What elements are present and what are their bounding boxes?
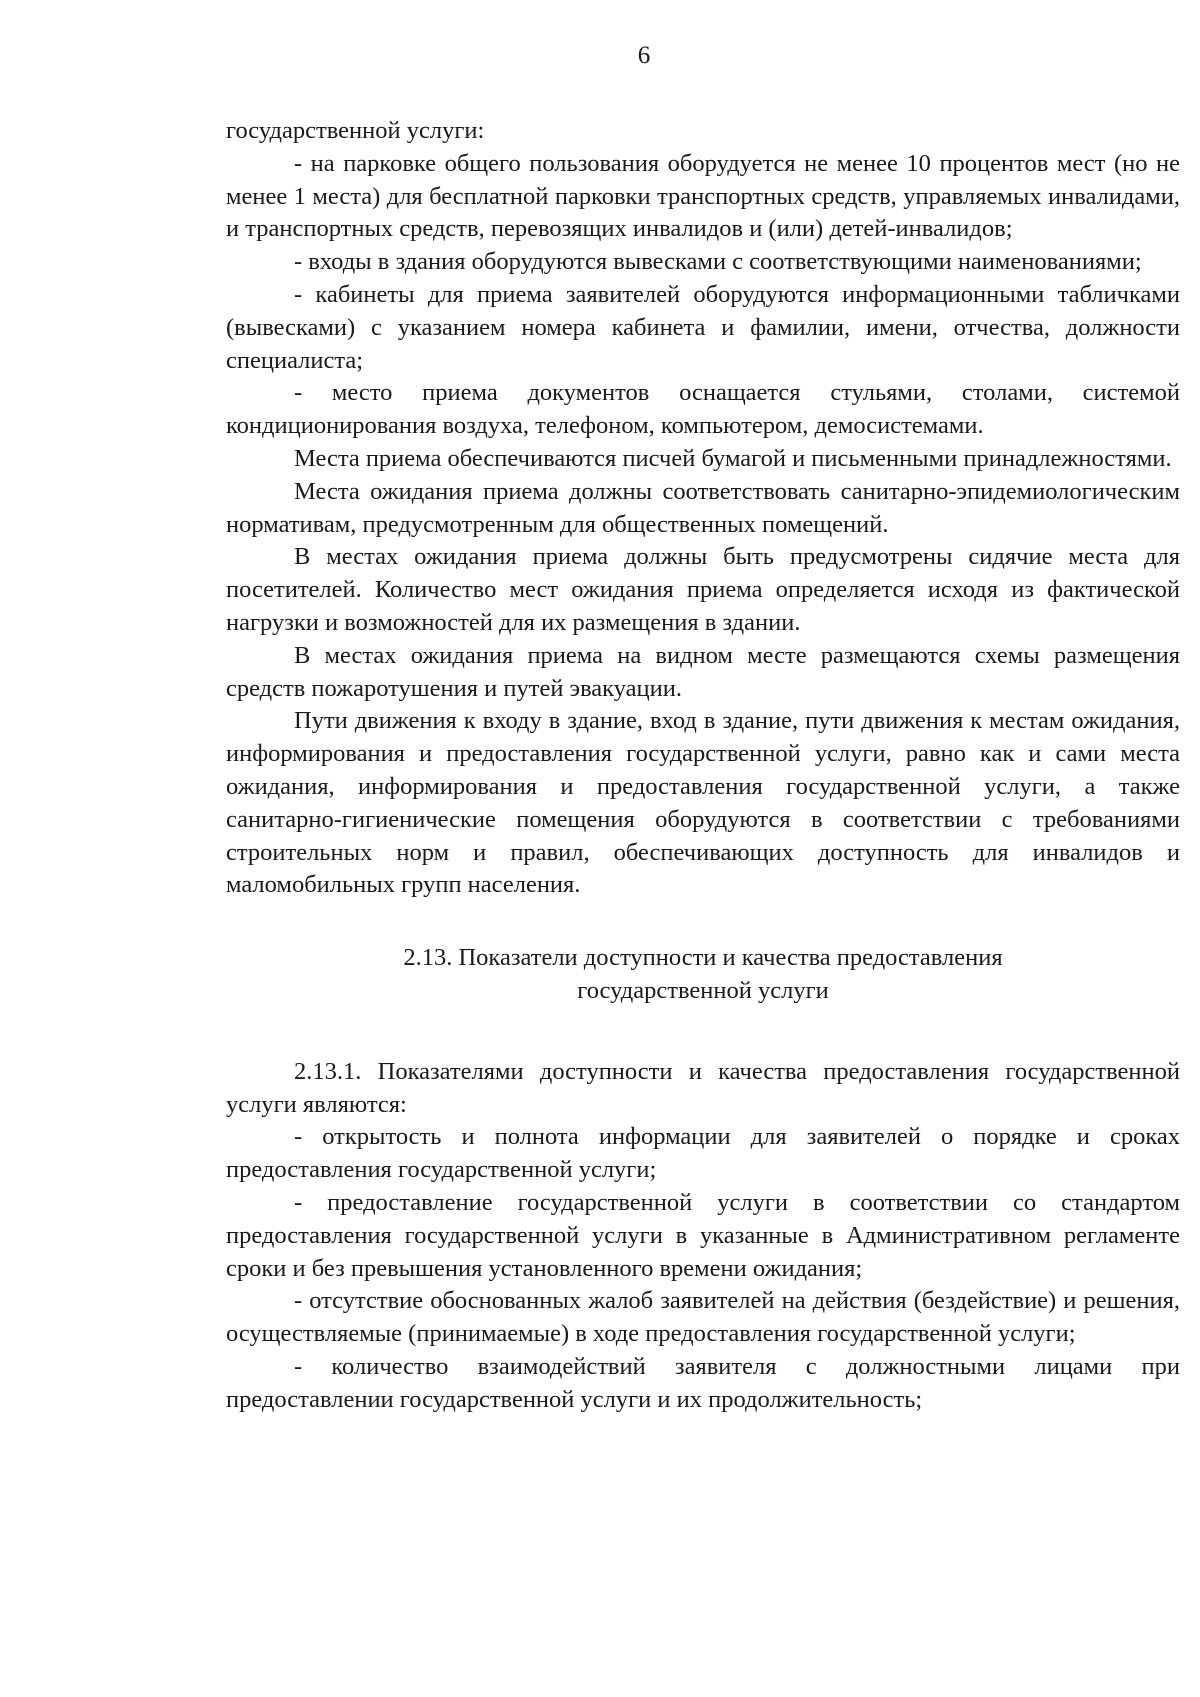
paragraph: государственной услуги: (226, 117, 485, 144)
paragraph: - на парковке общего пользования оборудуется не менее 10 процентов мест (но не менее 1 места) для бесплатной парковки транспортных средств, управляемых инвалидами, и транспортных средств, перевозящих инвалидов и (или) детей-инвалидов; (226, 149, 1180, 243)
section-2-13-text (226, 1056, 1180, 1417)
paragraph: В местах ожидания приема на видном месте размещаются схемы размещения средств пожаротушения и путей эвакуации. (226, 641, 1180, 702)
section-2-12-text (226, 115, 1180, 902)
document-body (226, 115, 1180, 1416)
paragraph: - кабинеты для приема заявителей оборудуются информационными табличками (вывесками) с указанием номера кабинета и фамилии, имени, отчества, должности специалиста; (226, 280, 1180, 374)
paragraph: - отсутствие обоснованных жалоб заявителей на действия (бездействие) и решения, осуществляемые (принимаемые) в ходе предоставления государственной услуги; (226, 1287, 1180, 1348)
paragraph: - количество взаимодействий заявителя с должностными лицами при предоставлении государственной услуги и их продолжительность; (226, 1352, 1180, 1413)
paragraph: - место приема документов оснащается стульями, столами, системой кондиционирования воздуха, телефоном, компьютером, демосистемами. (226, 379, 1180, 440)
paragraph: - входы в здания оборудуются вывесками с соответствующими наименованиями; (294, 248, 1142, 276)
paragraph: Места ожидания приема должны соответствовать санитарно-эпидемиологическим нормативам, предусмотренным для общественных помещений. (226, 477, 1180, 538)
paragraph: В местах ожидания приема должны быть предусмотрены сидячие места для посетителей. Количество мест ожидания приема определяется исходя из фактической нагрузки и возможностей для их размещения в здании. (226, 543, 1180, 636)
paragraph: 2.13.1. Показателями доступности и качества предоставления государственной услуги являются: (226, 1057, 1180, 1118)
page-number: 6 (637, 42, 651, 69)
paragraph: - предоставление государственной услуги в соответствии со стандартом предоставления государственной услуги в указанные в Административном регламенте сроки и без превышения установленного времени ожидания; (226, 1188, 1180, 1282)
section-heading (226, 942, 1180, 1008)
paragraph: - открытость и полнота информации для заявителей о порядке и сроках предоставления государственной услуги; (226, 1123, 1180, 1184)
section-heading-line-2: государственной услуги (577, 976, 829, 1004)
paragraph: Пути движения к входу в здание, вход в здание, пути движения к местам ожидания, информирования и предоставления государственной услуги, равно как и сами места ожидания, информирования и предоставления государственной услуги, а также санитарно-гигиенические помещения оборудуются в соответствии с требованиями строительных норм и правил, обеспечивающих доступность для инвалидов и маломобильных групп населения. (226, 707, 1180, 899)
section-heading-line-1: 2.13. Показатели доступности и качества предоставления (403, 944, 1003, 972)
paragraph: Места приема обеспечиваются писчей бумагой и письменными принадлежностями. (294, 444, 1172, 472)
